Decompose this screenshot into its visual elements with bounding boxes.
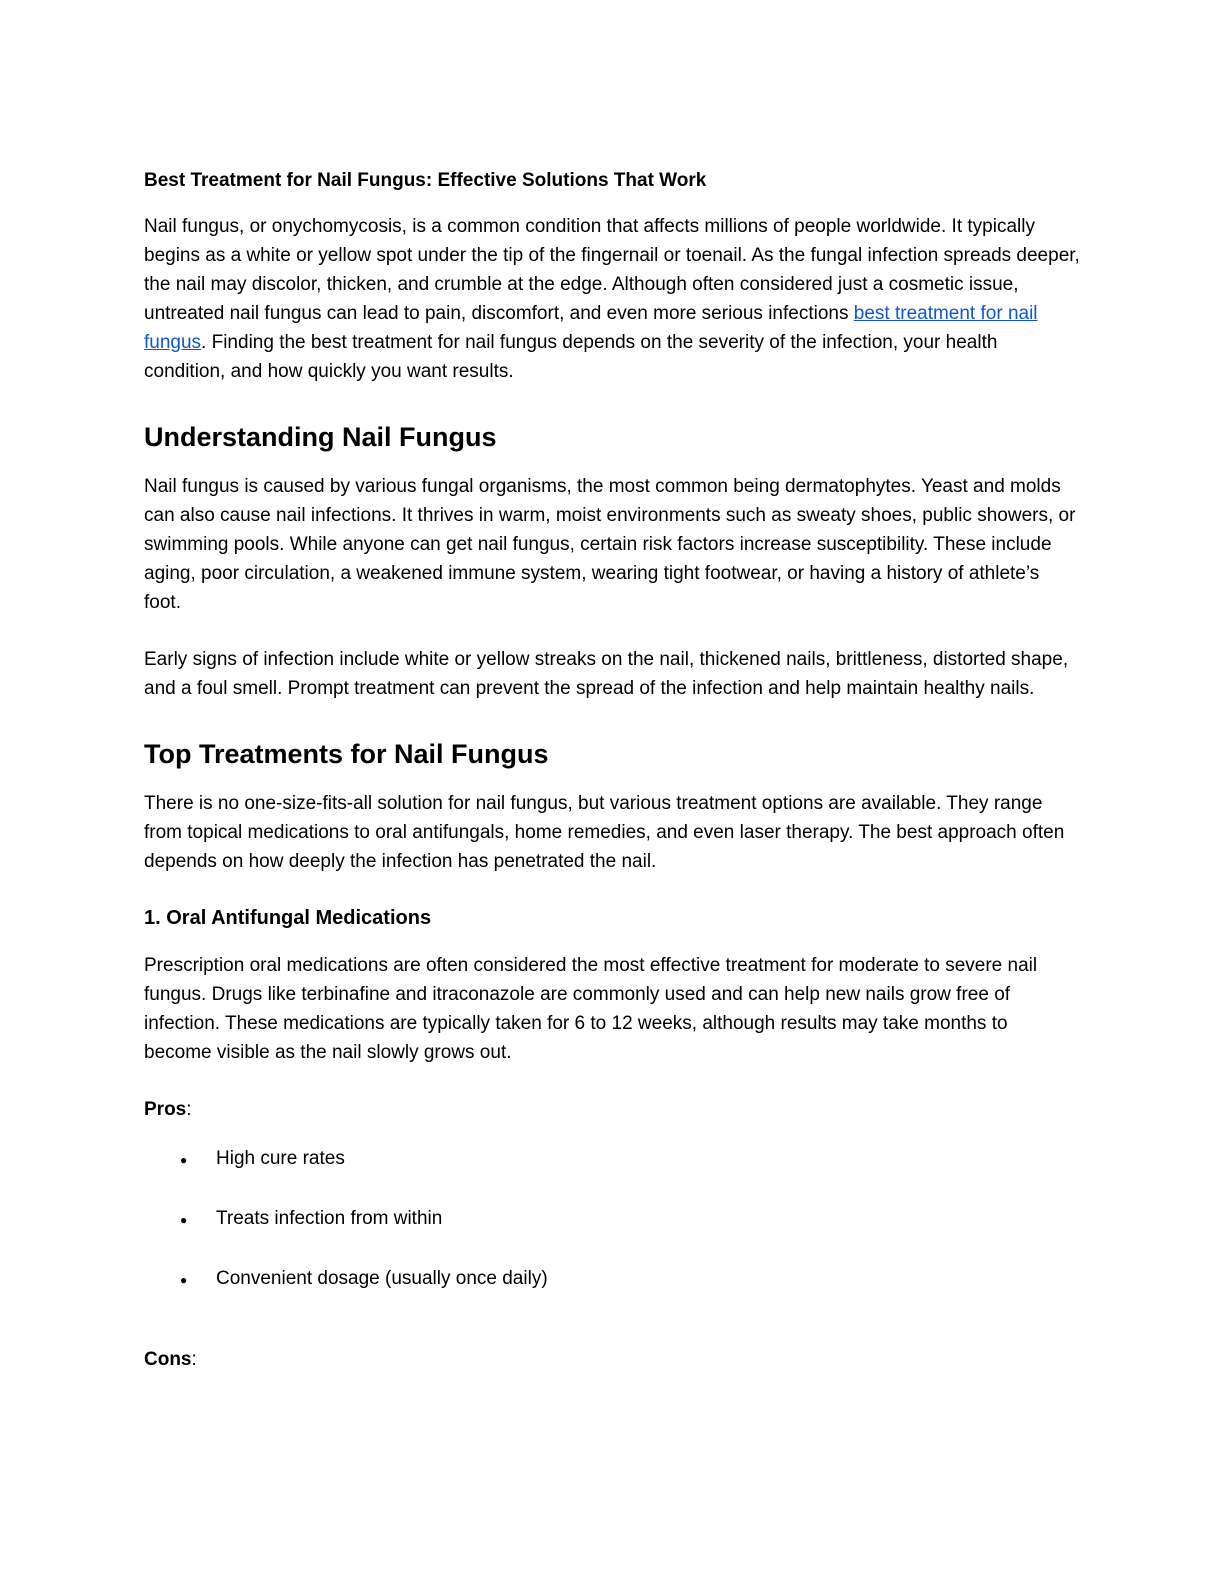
pros-colon: :	[186, 1099, 192, 1120]
pros-label-line	[144, 1095, 1080, 1124]
bullet-icon: ●	[180, 1213, 188, 1227]
paragraph-causes: Nail fungus is caused by various fungal organisms, the most common being dermatophytes. Yeast and molds can also cause nail infections. It thrives in warm, moist environments such as sweaty shoes, public showers, or swimming pools. While anyone can get nail fungus, certain risk factors increase susceptibility. These include aging, poor circulation, a weakened immune system, wearing tight footwear, or having a history of athlete’s foot.	[144, 476, 1076, 613]
bullet-icon: ●	[180, 1153, 188, 1167]
pros-list	[144, 1144, 1080, 1295]
pros-label: Pros	[144, 1099, 187, 1120]
section-heading-top-treatments: Top Treatments for Nail Fungus	[144, 739, 549, 769]
list-item	[144, 1144, 1080, 1175]
list-item-text: Convenient dosage (usually once daily)	[216, 1268, 548, 1289]
cons-label: Cons	[144, 1349, 192, 1370]
paragraph-oral-medications: Prescription oral medications are often considered the most effective treatment for moderate to severe nail fungus. Drugs like terbinafine and itraconazole are commonly used and can help new nails grow free of infection. These medications are typically taken for 6 to 12 weeks, although results may take months to become visible as the nail slowly grows out.	[144, 955, 1038, 1063]
bullet-icon: ●	[180, 1273, 188, 1287]
paragraph-early-signs: Early signs of infection include white or yellow streaks on the nail, thickened nails, brittleness, distorted shape, and a foul smell. Prompt treatment can prevent the spread of the infection and help maintain healthy nails.	[144, 649, 1069, 699]
section-heading-understanding-nail-fungus: Understanding Nail Fungus	[144, 422, 497, 452]
inline-link-best-treatment[interactable]: best treatment for nail fungus	[144, 303, 1038, 353]
paragraph-intro	[144, 212, 1080, 386]
paragraph-treatment-options: There is no one-size-fits-all solution for nail fungus, but various treatment options are available. They range from topical medications to oral antifungals, home remedies, and even laser therapy. The best approach often depends on how deeply the infection has penetrated the nail.	[144, 793, 1065, 872]
paragraph-intro-after-link: . Finding the best treatment for nail fungus depends on the severity of the infection, your health condition, and how quickly you want results.	[144, 332, 998, 382]
cons-label-line	[144, 1345, 1080, 1374]
cons-colon: :	[191, 1349, 197, 1370]
subsection-heading-oral-antifungal: 1. Oral Antifungal Medications	[144, 907, 432, 929]
list-item	[144, 1264, 1080, 1295]
document-title: Best Treatment for Nail Fungus: Effective Solutions That Work	[144, 170, 707, 191]
list-item-text: Treats infection from within	[216, 1208, 443, 1229]
paragraph-intro-before-link: Nail fungus, or onychomycosis, is a common condition that affects millions of people worldwide. It typically begins as a white or yellow spot under the tip of the fingernail or toenail. As the fungal infection spreads deeper, the nail may discolor, thicken, and crumble at the edge. Although often considered just a cosmetic issue, untreated nail fungus can lead to pain, discomfort, and even more serious infections	[144, 216, 1080, 324]
list-item	[144, 1204, 1080, 1235]
list-item-text: High cure rates	[216, 1148, 345, 1169]
